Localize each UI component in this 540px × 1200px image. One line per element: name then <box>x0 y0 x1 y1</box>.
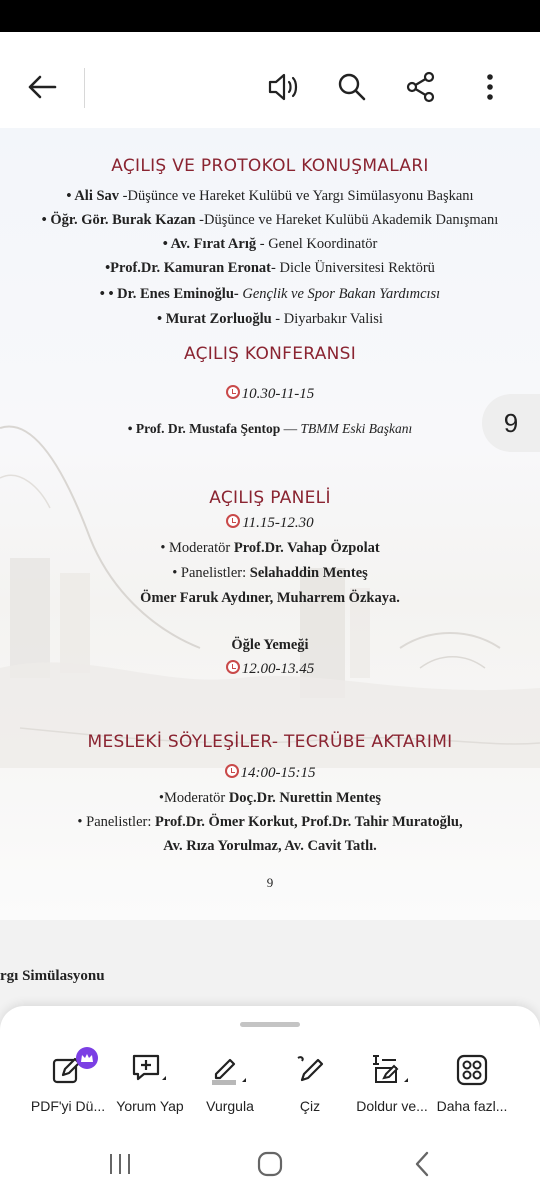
tool-label: Vurgula <box>206 1098 254 1114</box>
section-heading-opening-conference: AÇILIŞ KONFERANSI <box>183 344 357 364</box>
lunch-break-title: Öğle Yemeği <box>231 637 309 653</box>
more-vertical-icon[interactable] <box>466 32 514 142</box>
session-time: 11.15-12.30 <box>0 514 540 532</box>
panelists-line: Ömer Faruk Aydıner, Muharrem Özkaya. <box>140 590 400 606</box>
section-heading-professional-talks: MESLEKİ SÖYLEŞİLER- TECRÜBE AKTARIMI <box>87 732 453 752</box>
tool-highlight[interactable] <box>184 1050 276 1122</box>
tool-more[interactable] <box>426 1050 518 1122</box>
status-bar <box>0 0 540 32</box>
search-icon[interactable] <box>326 32 378 142</box>
back-arrow-icon[interactable] <box>18 32 66 142</box>
protocol-line: • Murat Zorluoğlu - Diyarbakır Valisi <box>157 311 383 327</box>
tool-draw[interactable] <box>264 1050 356 1122</box>
protocol-line: • • Dr. Enes Eminoğlu- Gençlik ve Spor Bakan Yardımcısı <box>99 286 441 302</box>
alarm-clock-icon <box>226 385 240 399</box>
tool-edit-pdf[interactable] <box>22 1050 114 1122</box>
protocol-line: • Öğr. Gör. Burak Kazan -Düşünce ve Hareket Kulübü Akademik Danışmanı <box>41 212 499 228</box>
speaker-line: • Prof. Dr. Mustafa Şentop — TBMM Eski Başkanı <box>127 421 413 436</box>
protocol-line: •Prof.Dr. Kamuran Eronat- Dicle Üniversitesi Rektörü <box>105 260 435 276</box>
page-footer-number: 9 <box>266 875 274 890</box>
tool-label: Daha fazl... <box>436 1098 508 1114</box>
tool-label: Yorum Yap <box>116 1098 184 1114</box>
session-time: 12.00-13.45 <box>0 660 540 678</box>
panelists-line: Av. Rıza Yorulmaz, Av. Cavit Tatlı. <box>163 838 377 854</box>
toolbar-divider <box>84 68 85 108</box>
moderator-line: •Moderatör Doç.Dr. Nurettin Menteş <box>158 790 382 806</box>
share-icon[interactable] <box>394 32 448 142</box>
session-time: 10.30-11-15 <box>0 385 540 403</box>
home-icon[interactable] <box>240 1146 300 1182</box>
tool-fill-sign[interactable] <box>346 1050 438 1122</box>
highlighter-icon <box>208 1052 252 1088</box>
pdf-viewer[interactable] <box>0 128 540 1128</box>
recents-icon[interactable] <box>90 1146 150 1182</box>
section-heading-opening-panel: AÇILIŞ PANELİ <box>209 488 331 508</box>
fill-sign-icon <box>370 1052 414 1088</box>
nav-back-icon[interactable] <box>392 1146 452 1182</box>
bottom-tools-sheet <box>0 1006 540 1128</box>
protocol-line: • Ali Sav -Düşünce ve Hareket Kulübü ve Yargı Simülasyonu Başkanı <box>66 188 474 204</box>
more-tools-icon <box>455 1053 489 1087</box>
draw-icon <box>290 1052 330 1088</box>
next-page-snippet: rgı Simülasyonu <box>0 968 105 984</box>
system-nav-bar <box>0 1128 540 1200</box>
tool-label: Doldur ve... <box>356 1098 428 1114</box>
speaker-icon[interactable] <box>258 32 310 142</box>
session-time: 14:00-15:15 <box>0 764 540 782</box>
tool-comment[interactable] <box>104 1050 196 1122</box>
alarm-clock-icon <box>225 764 239 778</box>
protocol-line: • Av. Fırat Arığ - Genel Koordinatör <box>162 236 378 252</box>
tool-label: Çiz <box>299 1098 321 1114</box>
comment-icon <box>130 1052 170 1088</box>
page-number-indicator[interactable]: 9 <box>482 394 540 452</box>
pdf-page <box>0 128 540 920</box>
app-toolbar <box>0 32 540 142</box>
crown-icon <box>76 1047 98 1069</box>
moderator-line: • Moderatör Prof.Dr. Vahap Özpolat <box>160 540 380 556</box>
panelists-line: • Panelistler: Selahaddin Menteş <box>172 565 368 581</box>
alarm-clock-icon <box>226 660 240 674</box>
section-heading-opening-protocol: AÇILIŞ VE PROTOKOL KONUŞMALARI <box>111 156 429 176</box>
drag-handle[interactable] <box>240 1022 300 1027</box>
panelists-line: • Panelistler: Prof.Dr. Ömer Korkut, Prof.Dr. Tahir Muratoğlu, <box>77 814 463 830</box>
tool-label: PDF'yi Dü... <box>30 1098 106 1114</box>
alarm-clock-icon <box>226 514 240 528</box>
